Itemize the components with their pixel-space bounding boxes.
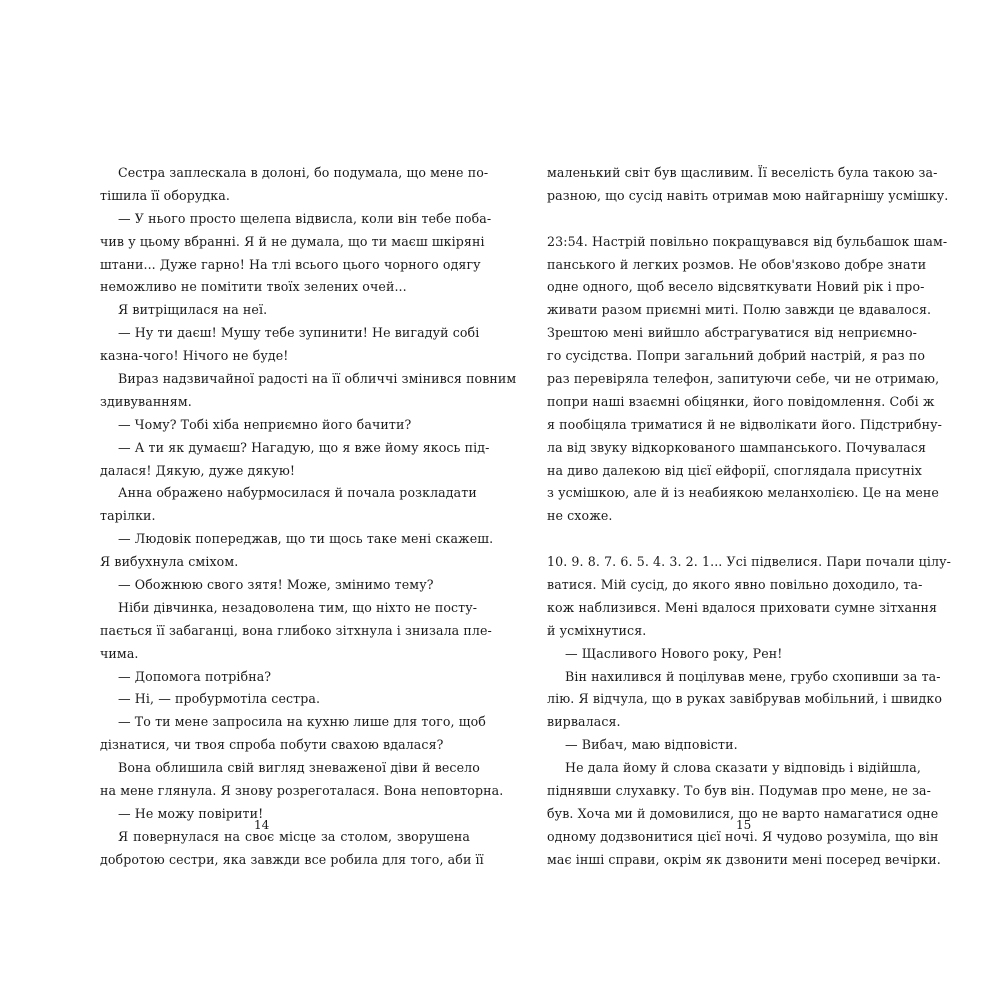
text-line: лію. Я відчула, що в руках завібрував мобільний, і швидко [547,691,943,707]
text-line: Не дала йому й слова сказати у відповідь і відійшла, [565,760,921,776]
text-line: 10. 9. 8. 7. 6. 5. 4. 3. 2. 1... Усі підвелися. Пари почали цілу- [547,554,951,570]
left-page-number: 14 [254,818,270,832]
text-line: тішила її оборудка. [100,187,230,203]
text-line: панського й легких розмов. Не обов'язково добре знати [547,256,927,272]
text-line: Він нахилився й поцілував мене, грубо схопивши за та- [565,668,941,684]
text-line: чима. [100,645,139,661]
text-line: — Людовік попереджав, що ти щось таке мені скажеш. [118,531,494,547]
section-gap [547,528,917,551]
text-line: штани... Дуже гарно! На тлі всього цього чорного одягу [100,256,481,272]
text-line: Вираз надзвичайної радості на її обличчі змінився повним [118,371,517,387]
text-line: я пообіцяла триматися й не відволікати його. Підстрибну- [547,416,942,432]
text-line: вирвалася. [547,714,621,730]
text-line: кож наблизився. Мені вдалося приховати сумне зітхання [547,599,938,615]
text-line: був. Хоча ми й домовилися, що не варто намагатися одне [547,805,939,821]
text-line: Я повернулася на своє місце за столом, зворушена [118,828,470,844]
text-line: — Не можу повірити! [118,805,264,821]
text-line: живати разом приємні миті. Полю завжди це вдавалося. [547,302,932,318]
text-line: маленький світ був щасливим. Її веселість була такою за- [547,165,938,180]
text-line: дізнатися, чи твоя спроба побути свахою вдалася? [100,737,444,753]
text-line: — Щасливого Нового року, Рен! [565,645,783,661]
text-line: Я вибухнула сміхом. [100,554,239,570]
text-line: одному додзвонитися цієї ночі. Я чудово розуміла, що він [547,828,939,844]
text-line: го сусідства. Попри загальний добрий настрій, я раз по [547,348,925,364]
text-line: — То ти мене запросила на кухню лише для того, щоб [118,714,486,730]
text-line: — Ні, — пробурмотіла сестра. [118,691,321,707]
text-line: ватися. Мій сусід, до якого явно повільно доходило, та- [547,577,923,593]
text-line: має інші справи, окрім як дзвонити мені посеред вечірки. [547,851,941,867]
text-line: — Обожнюю свого зятя! Може, змінимо тему? [118,577,434,593]
text-line: Вона облишила свій вигляд зневаженої діви й весело [118,760,480,776]
text-line: — Вибач, маю відповісти. [565,737,738,753]
text-line: на мене глянула. Я знову розреготалася. Вона неповторна. [100,783,504,799]
text-line: — Чому? Тобі хіба неприємно його бачити? [118,416,412,432]
text-line: — Ну ти даєш! Мушу тебе зупинити! Не вигадуй собі [118,325,480,341]
text-line: здивуванням. [100,393,192,409]
text-line: разною, що сусід навіть отримав мою найгарнішу усмішку. [547,187,949,203]
text-line: — У нього просто щелепа відвисла, коли він тебе поба- [118,210,492,226]
text-line: тарілки. [100,508,156,524]
text-line: чив у цьому вбранні. Я й не думала, що ти маєш шкіряні [100,233,485,249]
text-line: не схоже. [547,508,613,524]
left-page [100,162,517,872]
text-line: Я витріщилася на неї. [118,302,268,318]
text-line: — А ти як думаєш? Нагадую, що я вже йому якось під- [118,439,490,455]
text-line: пається її забаганці, вона глибоко зітхнула і знизала пле- [100,622,492,638]
right-page-number: 15 [736,818,752,832]
text-line: Зрештою мені вийшло абстрагуватися від неприємно- [547,325,917,341]
text-line: Ніби дівчинка, незадоволена тим, що ніхто не посту- [118,599,478,615]
text-line: з усмішкою, але й із неабиякою меланхолією. Це на мене [547,485,939,501]
right-page [547,162,951,872]
text-line: піднявши слухавку. То був він. Подумав про мене, не за- [547,783,932,799]
text-line: неможливо не помітити твоїх зелених очей... [100,279,407,295]
text-line: Анна ображено набурмосилася й почала розкладати [118,485,477,501]
text-line: Сестра заплескала в долоні, бо подумала, що мене по- [118,165,489,180]
text-line: й усміхнутися. [547,622,647,638]
text-line: добротою сестри, яка завжди все робила для того, аби її [100,851,484,867]
text-line: на диво далекою від цієї ейфорії, споглядала присутніх [547,462,922,478]
text-line: раз перевіряла телефон, запитуючи себе, чи не отримаю, [547,371,940,387]
text-line: попри наші взаємні обіцянки, його повідомлення. Собі ж [547,393,935,409]
text-line: — Допомога потрібна? [118,668,272,684]
text-line: казна-чого! Нічого не буде! [100,348,289,364]
section-gap [547,208,917,231]
text-line: ла від звуку відкоркованого шампанського. Почувалася [547,439,927,455]
text-line: одне одного, щоб весело відсвяткувати Новий рік і про- [547,279,925,295]
text-line: далася! Дякую, дуже дякую! [100,462,296,478]
text-line: 23:54. Настрій повільно покращувався від бульбашок шам- [547,233,948,249]
